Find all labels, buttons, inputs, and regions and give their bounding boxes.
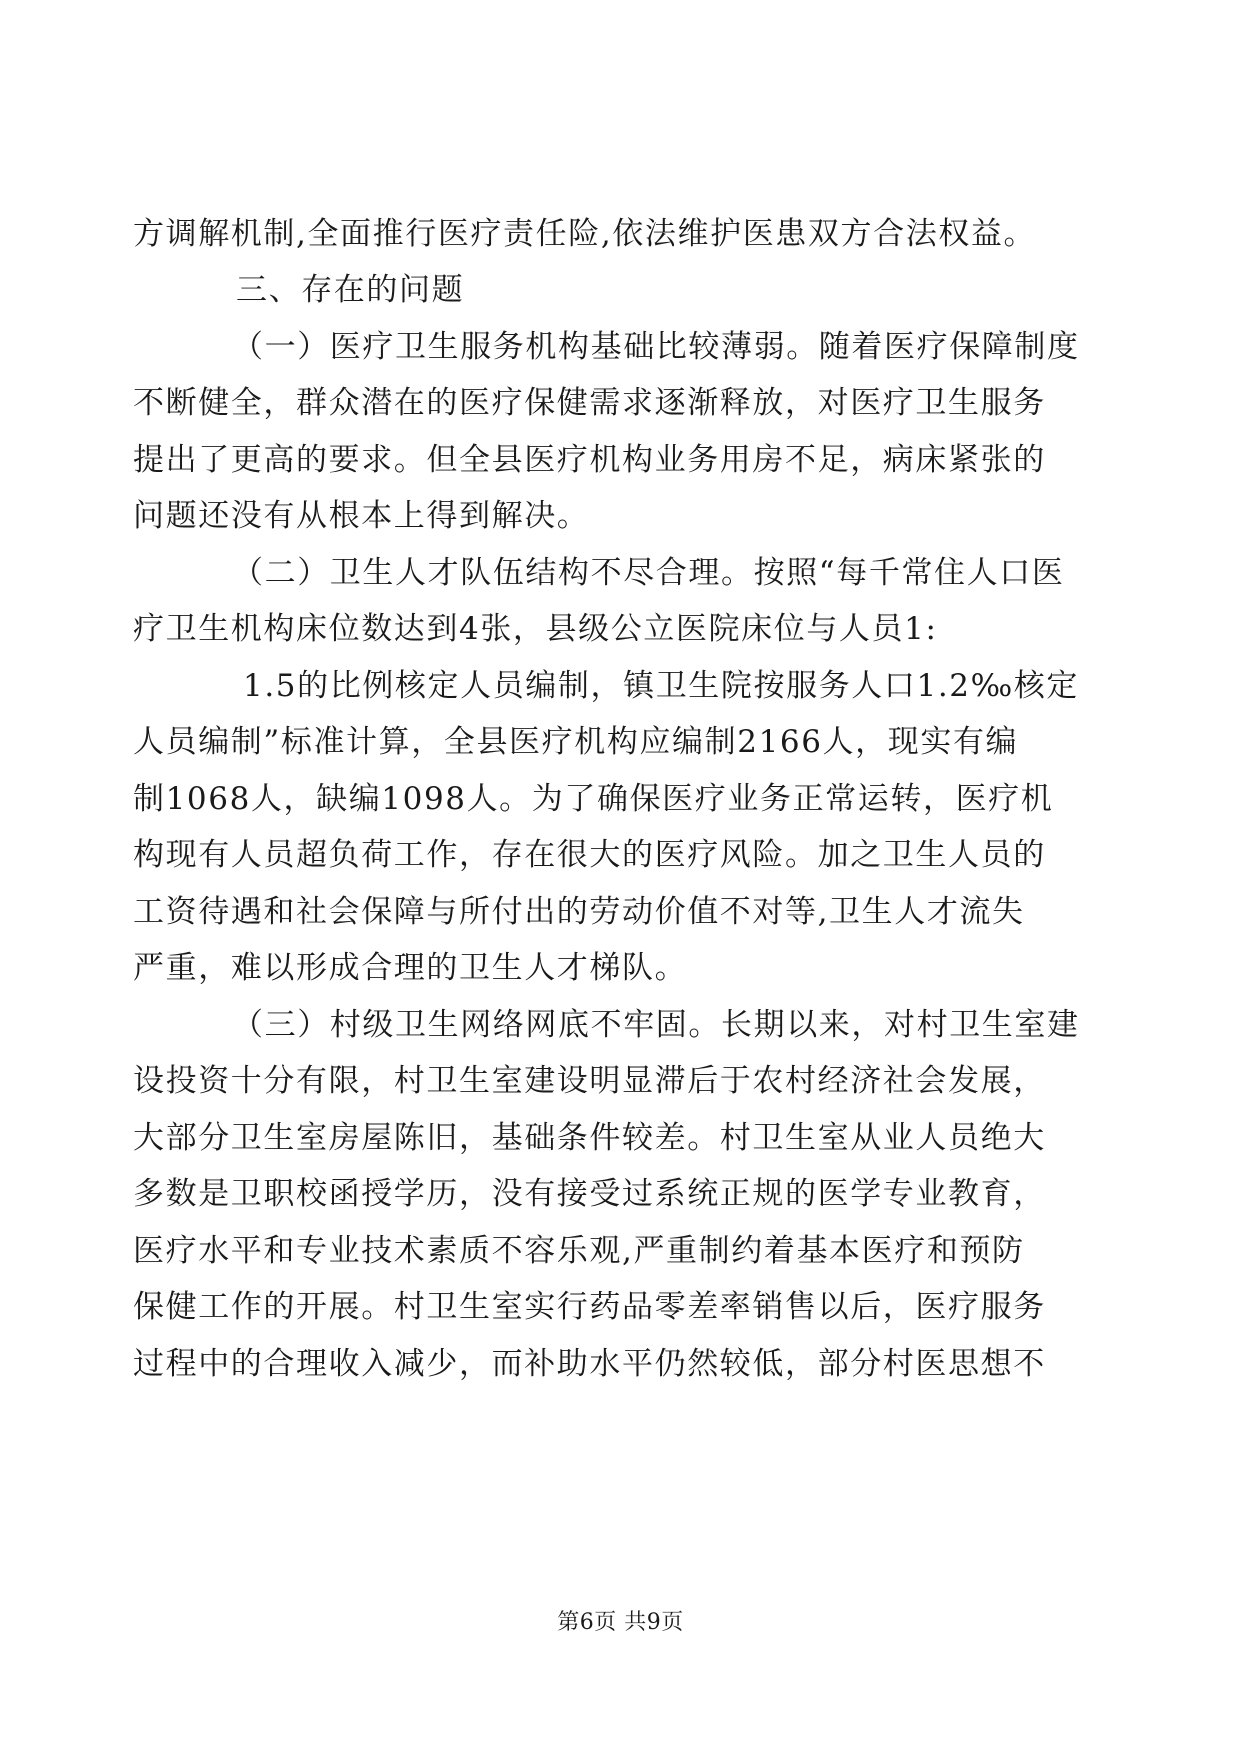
page-number-footer: 第6页 共9页 (557, 1610, 684, 1635)
subsection-heading-3: （三）村级卫生网络网底不牢固。长期以来，对村卫生室建 (232, 1007, 1080, 1043)
text-line-14: 严重，难以形成合理的卫生人才梯队。 (133, 950, 688, 986)
text-line-4: 不断健全，群众潜在的医疗保健需求逐渐释放，对医疗卫生服务 (133, 385, 1046, 421)
text-line-10: 人员编制”标准计算，全县医疗机构应编制2166人，现实有编 (133, 724, 1019, 760)
text-line-21: 过程中的合理收入减少，而补助水平仍然较低，部分村医思想不 (133, 1346, 1046, 1382)
text-line-18: 多数是卫职校函授学历，没有接受过系统正规的医学专业教育， (133, 1176, 1046, 1212)
text-line-6: 问题还没有从根本上得到解决。 (133, 498, 590, 534)
subsection-heading-1: （一）医疗卫生服务机构基础比较薄弱。随着医疗保障制度 (232, 329, 1080, 365)
subsection-heading-2: （二）卫生人才队伍结构不尽合理。按照“每千常住人口医 (232, 555, 1065, 591)
text-line-11: 制1068人，缺编1098人。为了确保医疗业务正常运转，医疗机 (133, 781, 1054, 817)
text-line-13: 工资待遇和社会保障与所付出的劳动价值不对等,卫生人才流失 (133, 894, 1025, 930)
text-line-19: 医疗水平和专业技术素质不容乐观,严重制约着基本医疗和预防 (133, 1233, 1025, 1269)
text-line-1: 方调解机制,全面推行医疗责任险,依法维护医患双方合法权益。 (133, 216, 1037, 252)
text-line-8: 疗卫生机构床位数达到4张，县级公立医院床位与人员1: (133, 611, 938, 647)
text-line-12: 构现有人员超负荷工作，存在很大的医疗风险。加之卫生人员的 (133, 837, 1046, 873)
text-line-9: 1.5的比例核定人员编制，镇卫生院按服务人口1.2‰核定 (243, 668, 1079, 704)
text-line-5: 提出了更高的要求。但全县医疗机构业务用房不足，病床紧张的 (133, 442, 1046, 478)
text-line-17: 大部分卫生室房屋陈旧，基础条件较差。村卫生室从业人员绝大 (133, 1120, 1046, 1156)
text-line-20: 保健工作的开展。村卫生室实行药品零差率销售以后，医疗服务 (133, 1289, 1046, 1325)
section-heading: 三、存在的问题 (236, 272, 465, 308)
text-line-16: 设投资十分有限，村卫生室建设明显滞后于农村经济社会发展， (133, 1063, 1046, 1099)
